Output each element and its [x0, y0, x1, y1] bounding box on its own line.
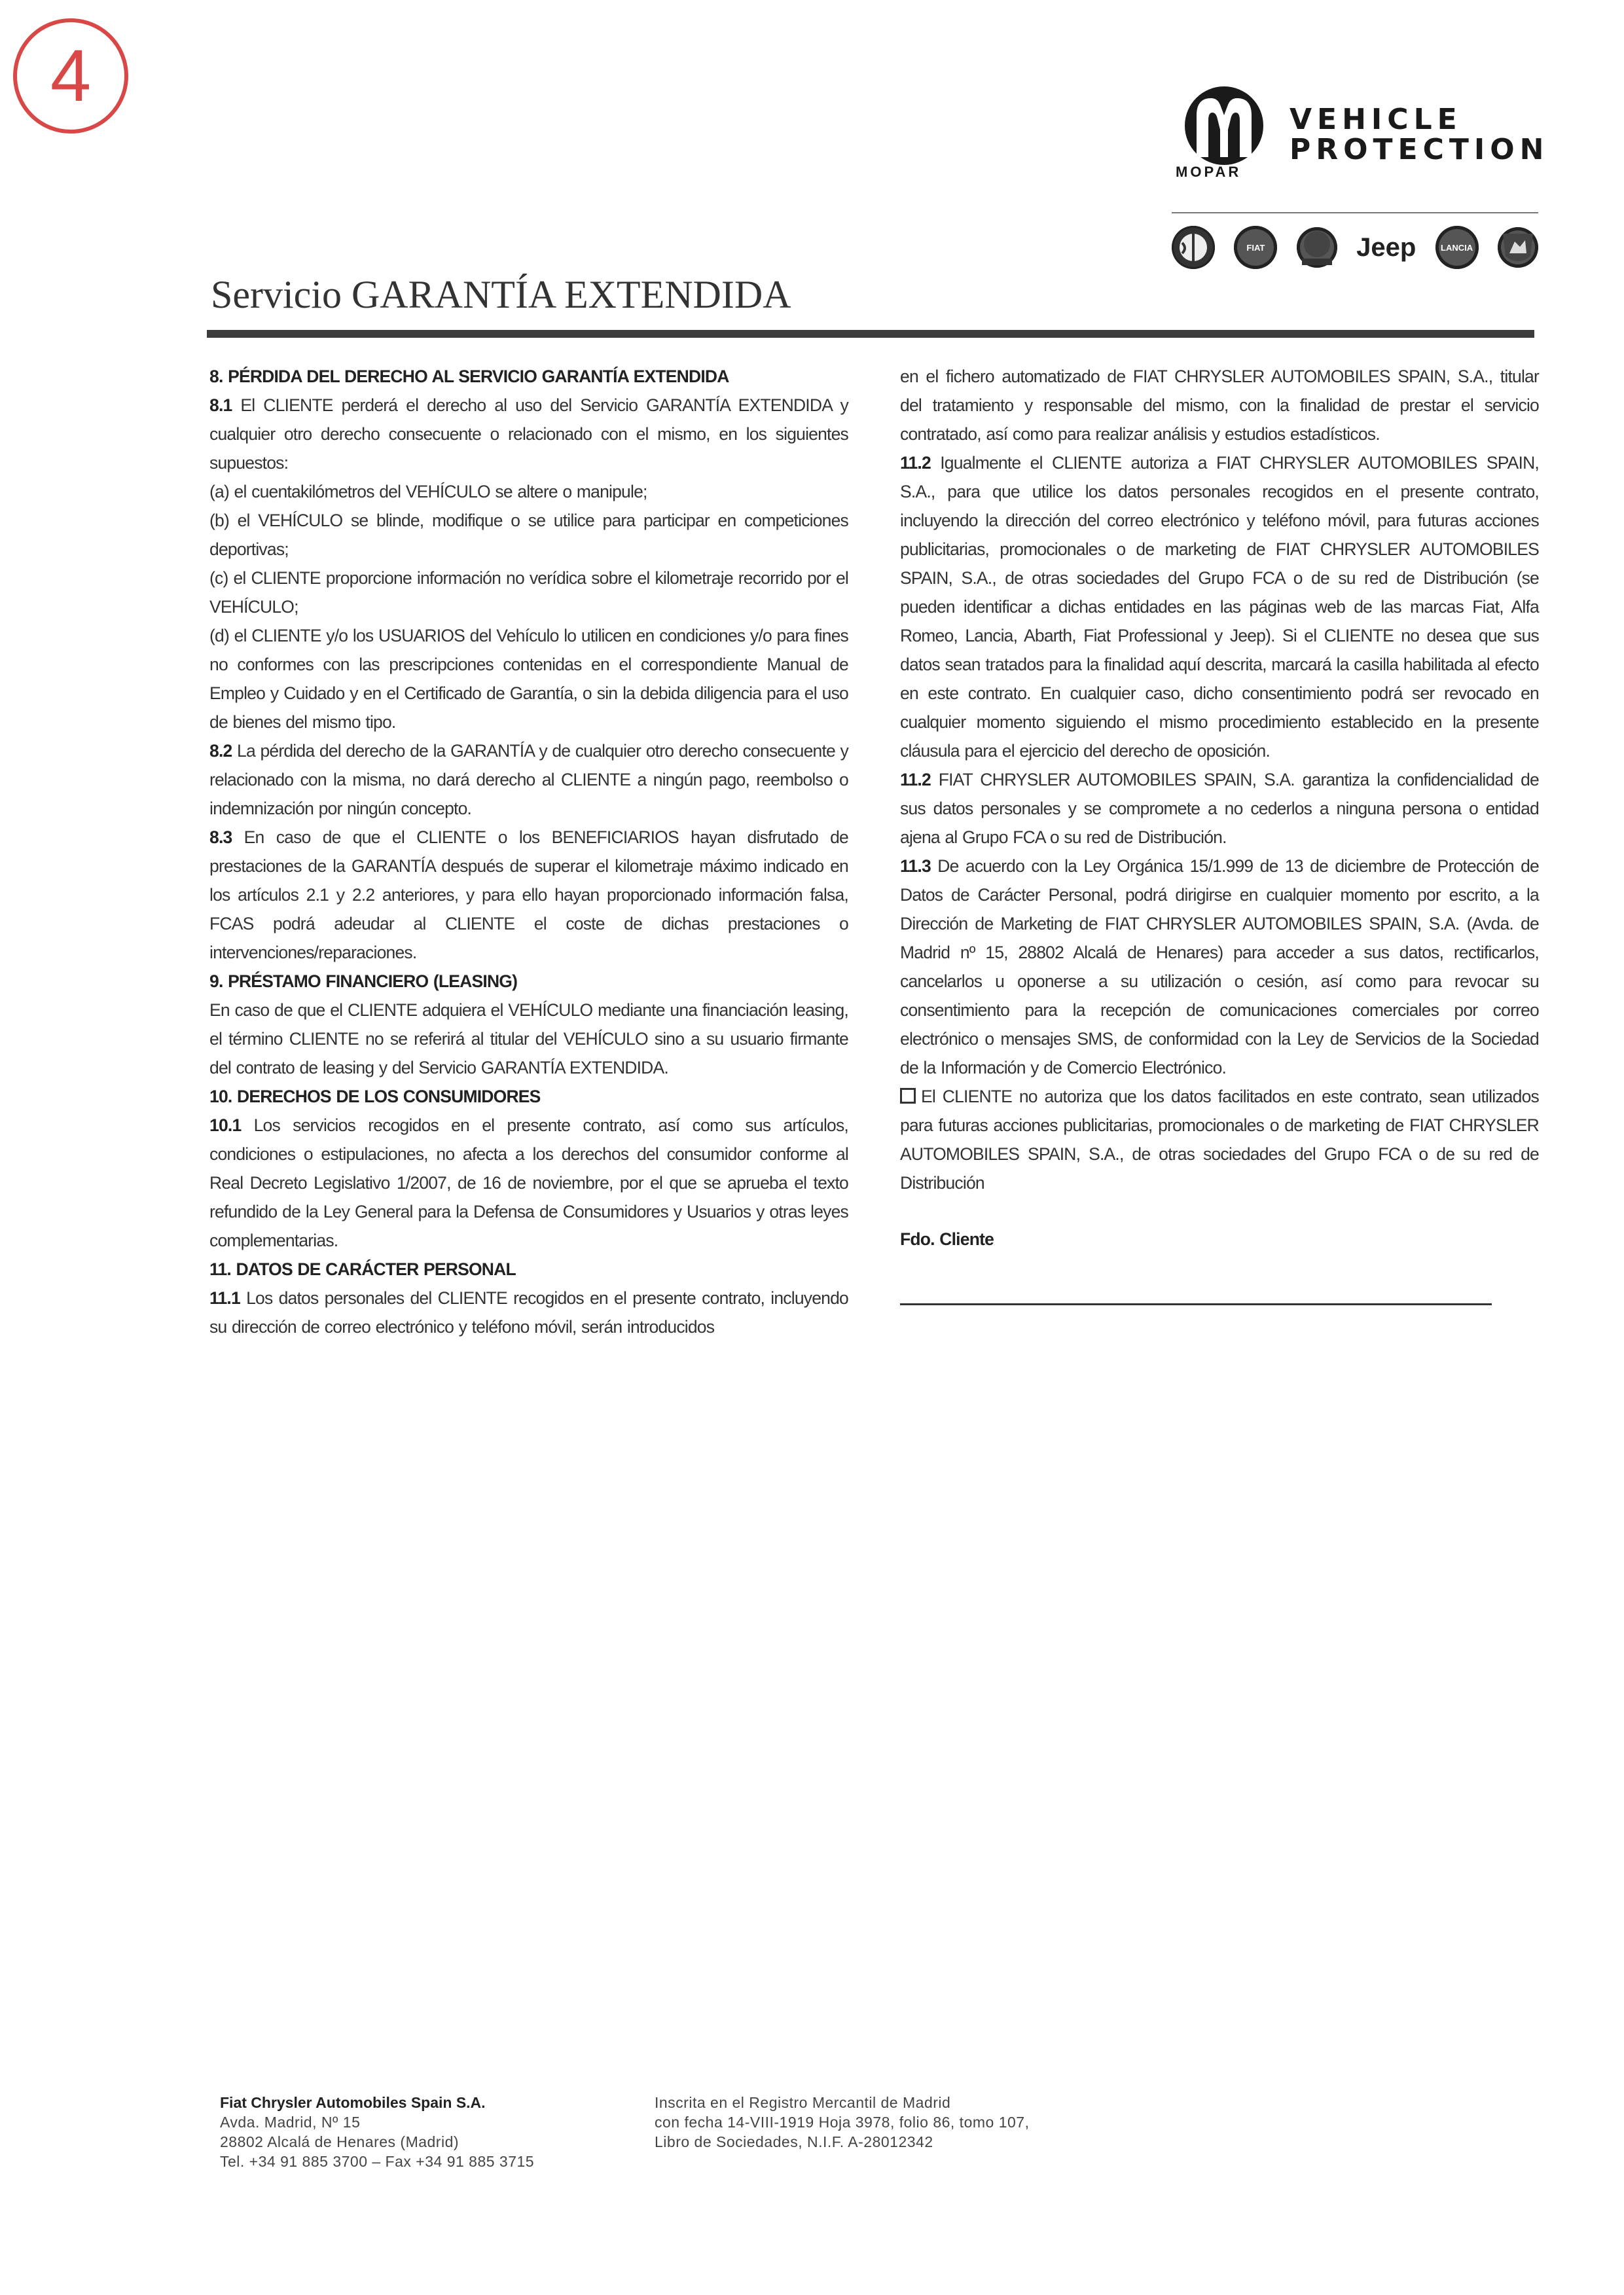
clause-paragraph	[209, 477, 848, 506]
signature-label: Fdo. Cliente	[900, 1229, 994, 1249]
clause-number: 8.3	[209, 827, 232, 847]
clause-text: (b) el VEHÍCULO se blinde, modifique o se utilice para participar en competiciones deportivas;	[209, 511, 848, 559]
section-heading: 11. DATOS DE CARÁCTER PERSONAL	[209, 1259, 516, 1279]
clause-number: 11.1	[209, 1288, 240, 1308]
clause-paragraph	[900, 448, 1539, 765]
alfa-romeo-icon	[1172, 226, 1215, 269]
consent-checkbox[interactable]	[900, 1088, 916, 1104]
clause-paragraph	[209, 621, 848, 736]
clause-paragraph	[900, 362, 1539, 448]
right-column	[900, 362, 1539, 1305]
section-heading: 9. PRÉSTAMO FINANCIERO (LEASING)	[209, 971, 518, 991]
clause-number: 11.2	[900, 770, 931, 789]
clause-text: (a) el cuentakilómetros del VEHÍCULO se altere o manipule;	[209, 482, 647, 501]
clause-text: FIAT CHRYSLER AUTOMOBILES SPAIN, S.A. garantiza la confidencialidad de sus datos personales y se compromete a no cederlos a ninguna persona o entidad ajena al Grupo FCA o su red de Distribución.	[900, 770, 1539, 847]
clause-text: El CLIENTE perderá el derecho al uso del Servicio GARANTÍA EXTENDIDA y cualquier otro derecho consecuente o relacionado con el mismo, en los siguientes supuestos:	[209, 395, 848, 473]
document-title: Servicio GARANTÍA EXTENDIDA	[211, 273, 791, 316]
brand-header	[1172, 84, 1549, 280]
clause-number: 11.2	[900, 453, 931, 473]
clause-text: Igualmente el CLIENTE autoriza a FIAT CHRYSLER AUTOMOBILES SPAIN, S.A., para que utilice los datos personales recogidos en el presente contrato, incluyendo la dirección del correo electrónico y teléfono móvil, para futuras acciones publicitarias, promocionales o de marketing de FIAT CHRYSLER AUTOMOBILES SPAIN, S.A., de otras sociedades del Grupo FCA o de su red de Distribución (se pueden identificar a dichas entidades en las páginas web de las marcas Fiat, Alfa Romeo, Lancia, Abarth, Fiat Professional y Jeep). Si el CLIENTE no desea que sus datos sean tratados para la finalidad aquí descrita, marcará la casilla habilitada al efecto en este contrato. En cualquier caso, dicho consentimiento podrá ser revocado en cualquier momento siguiendo el mismo procedimiento establecido en la presente cláusula para el ejercicio del derecho de oposición.	[900, 453, 1539, 761]
clause-text: Los servicios recogidos en el presente contrato, así como sus artículos, condiciones o estipulaciones, no afecta a los derechos del consumidor conforme al Real Decreto Legislativo 1/2007, de 16 de noviembre, por el que se aprueba el texto refundido de la Ley General para la Defensa de Consumidores y Usuarios y otras leyes complementarias.	[209, 1115, 848, 1250]
clause-text: Los datos personales del CLIENTE recogidos en el presente contrato, incluyendo su dirección de correo electrónico y teléfono móvil, serán introducidos	[209, 1288, 848, 1337]
clause-text: En caso de que el CLIENTE adquiera el VEHÍCULO mediante una financiación leasing, el término CLIENTE no se referirá al titular del VEHÍCULO sino a su usuario firmante del contrato de leasing y del Servicio GARANTÍA EXTENDIDA.	[209, 1000, 848, 1077]
title-rule	[207, 330, 1534, 338]
clause-text: El CLIENTE no autoriza que los datos facilitados en este contrato, sean utilizados para futuras acciones publicitarias, promocionales o de marketing de FIAT CHRYSLER AUTOMOBILES SPAIN, S.A., de otras sociedades del Grupo FCA o de su red de Distribución	[900, 1087, 1539, 1193]
section-heading: 8. PÉRDIDA DEL DERECHO AL SERVICIO GARANTÍA EXTENDIDA	[209, 367, 729, 386]
page-number-badge: 4	[13, 18, 128, 134]
clause-paragraph	[209, 996, 848, 1082]
section-heading: 10. DERECHOS DE LOS CONSUMIDORES	[209, 1087, 541, 1106]
clause-text: En caso de que el CLIENTE o los BENEFICIARIOS hayan disfrutado de prestaciones de la GARANTÍA después de superar el kilometraje máximo indicado en los artículos 2.1 y 2.2 anteriores, y para ello hayan proporcionado información falsa, FCAS podrá adeudar al CLIENTE el coste de dichas prestaciones o intervenciones/reparaciones.	[209, 827, 848, 962]
footer-registry: Inscrita en el Registro Mercantil de Madrid con fecha 14-VIII-1919 Hoja 3978, folio 86, tomo 107, Libro de Sociedades, N.I.F. A-28012342	[655, 2094, 1030, 2150]
footer-company: Fiat Chrysler Automobiles Spain S.A. Avda. Madrid, Nº 15 28802 Alcalá de Henares (Madrid) Tel. +34 91 885 3700 – Fax +34 91 885 3715	[220, 2094, 535, 2170]
signature-line[interactable]	[900, 1303, 1492, 1305]
clause-paragraph	[209, 391, 848, 477]
clause-number: 11.3	[900, 856, 931, 876]
clause-paragraph	[900, 765, 1539, 852]
brand-logos-row	[1172, 221, 1538, 274]
clause-paragraph	[209, 1111, 848, 1255]
jeep-logo: Jeep	[1356, 232, 1416, 262]
clause-number: 10.1	[209, 1115, 242, 1135]
brand-divider	[1172, 212, 1538, 213]
abarth-icon	[1498, 227, 1538, 268]
clause-paragraph	[209, 823, 848, 967]
clause-paragraph	[209, 506, 848, 564]
clause-number: 8.2	[209, 741, 232, 761]
clause-paragraph	[209, 736, 848, 823]
left-column	[209, 362, 848, 1341]
clause-paragraph	[209, 564, 848, 621]
mopar-wordmark: MOPAR	[1176, 164, 1242, 180]
vehicle-protection-title: VEHICLE PROTECTION	[1290, 103, 1549, 166]
clause-number: 8.1	[209, 395, 232, 415]
consent-checkbox-clause	[900, 1082, 1539, 1197]
clause-text: (d) el CLIENTE y/o los USUARIOS del Vehículo lo utilicen en condiciones y/o para fines no conformes con las prescripciones contenidas en el correspondiente Manual de Empleo y Cuidado y en el Certificado de Garantía, o sin la debida diligencia para el uso de bienes del mismo tipo.	[209, 626, 848, 732]
clause-paragraph	[900, 852, 1539, 1082]
fiat-professional-icon	[1297, 227, 1337, 268]
clause-text: La pérdida del derecho de la GARANTÍA y de cualquier otro derecho consecuente y relacionado con la misma, no dará derecho al CLIENTE a ningún pago, reembolso o indemnización por ningún concepto.	[209, 741, 848, 818]
clause-text: De acuerdo con la Ley Orgánica 15/1.999 de 13 de diciembre de Protección de Datos de Carácter Personal, podrá dirigirse en cualquier momento por escrito, a la Dirección de Marketing de FIAT CHRYSLER AUTOMOBILES SPAIN, S.A. (Avda. de Madrid nº 15, 28802 Alcalá de Henares) para acceder a sus datos, rectificarlos, cancelarlos u oponerse a su utilización o cesión, así como para revocar su consentimiento para la recepción de comunicaciones comerciales por correo electrónico o mensajes SMS, de conformidad con la Ley de Servicios de la Sociedad de la Información y de Comercio Electrónico.	[900, 856, 1539, 1077]
lancia-icon: LANCIA	[1435, 226, 1479, 269]
fiat-icon: FIAT	[1234, 226, 1277, 269]
clause-text: (c) el CLIENTE proporcione información no verídica sobre el kilometraje recorrido por el VEHÍCULO;	[209, 568, 848, 617]
clause-text: en el fichero automatizado de FIAT CHRYSLER AUTOMOBILES SPAIN, S.A., titular del tratamiento y responsable del mismo, con la finalidad de prestar el servicio contratado, así como para realizar análisis y estudios estadísticos.	[900, 367, 1539, 444]
clause-paragraph	[209, 1284, 848, 1341]
